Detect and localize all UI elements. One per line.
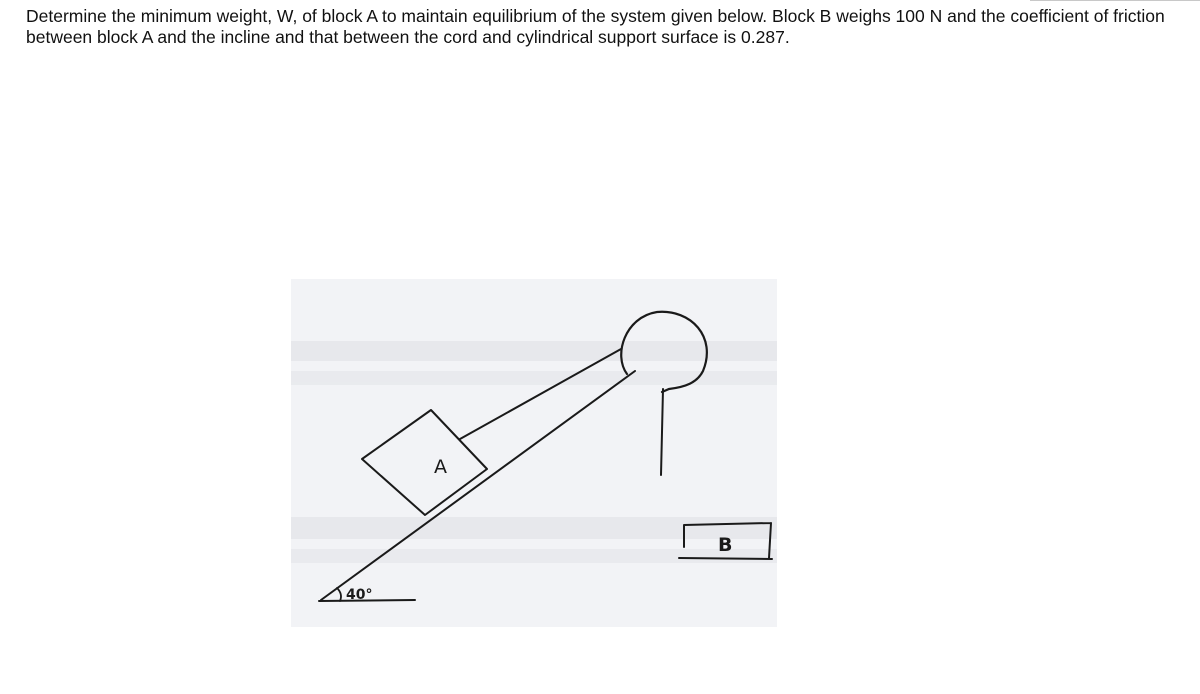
block-b-label: B: [718, 534, 733, 556]
cord-incline-segment: [460, 349, 621, 439]
incline-surface: [321, 371, 635, 600]
block-a-label: A: [434, 456, 447, 478]
scan-texture: [291, 341, 777, 563]
top-divider: [1030, 0, 1200, 1]
mechanics-diagram: [291, 279, 777, 627]
cord-hanging-segment: [661, 389, 663, 475]
angle-label: 40°: [346, 587, 373, 603]
diagram-svg: [291, 279, 777, 627]
problem-statement: Determine the minimum weight, W, of block A to maintain equilibrium of the system given below. Block B weighs 100 N and the coefficient of friction between block A and the incline and that between the cord and cylindrical support surface is 0.287.: [26, 6, 1165, 47]
block-a: [362, 410, 487, 515]
angle-arc: [337, 588, 341, 601]
